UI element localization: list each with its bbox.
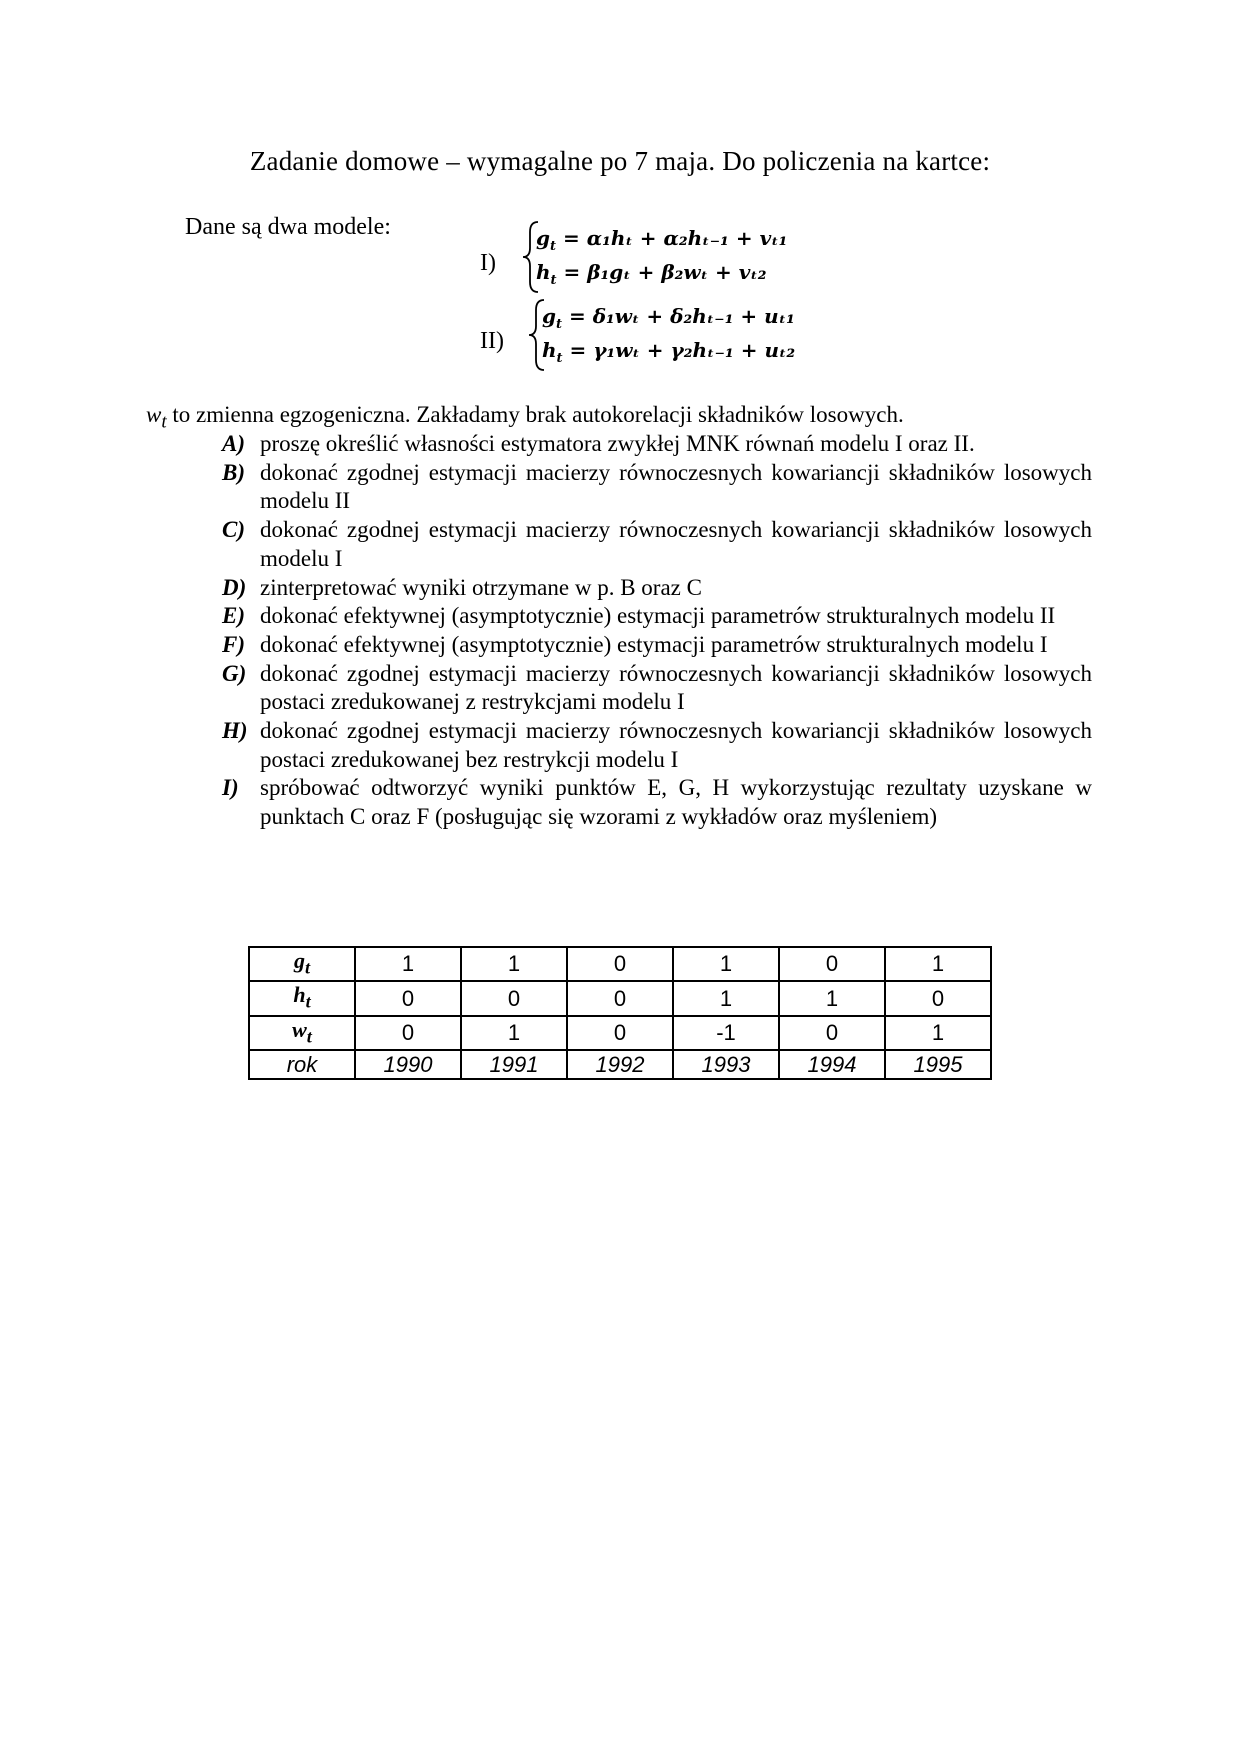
- model-label: I): [480, 250, 496, 276]
- task-item: [222, 459, 1092, 516]
- task-text: spróbować odtworzyć wyniki punktów E, G, H wykorzystując rezultaty uzyskane w punktach C oraz F (posługując się wzorami z wykładów oraz myśleniem): [260, 775, 1092, 830]
- row-header: $h_t$: [249, 981, 355, 1015]
- table-row: [249, 947, 991, 981]
- task-label: F): [222, 631, 245, 657]
- task-label: G): [222, 660, 247, 686]
- row-header: rok: [249, 1050, 355, 1079]
- table-cell: 1: [355, 947, 461, 981]
- task-text: dokonać zgodnej estymacji macierzy równoczesnych kowariancji składników losowych postaci zredukowanej z restrykcjami modelu I: [260, 660, 1092, 715]
- year-cell: 1990: [355, 1050, 461, 1079]
- equation: $h_t = \gamma_1w_t + \gamma_2h_{t-1} + u_{t2}$: [542, 338, 796, 366]
- task-label: I): [222, 775, 239, 801]
- year-cell: 1991: [461, 1050, 567, 1079]
- year-cell: 1995: [885, 1050, 991, 1079]
- task-label: E): [222, 603, 245, 629]
- task-label: H): [222, 718, 248, 744]
- task-item: [222, 602, 1092, 631]
- task-item: [222, 631, 1092, 660]
- row-header: $w_t$: [249, 1016, 355, 1050]
- exogenous-note: $w_t$ to zmienna egzogeniczna. Zakładamy brak autokorelacji składników losowych.: [146, 402, 904, 433]
- table-cell: 0: [461, 981, 567, 1015]
- task-text: proszę określić własności estymatora zwykłej MNK równań modelu I oraz II.: [260, 431, 975, 456]
- task-text: dokonać efektywnej (asymptotycznie) estymacji parametrów strukturalnych modelu I: [260, 631, 1048, 657]
- task-item: [222, 430, 1092, 459]
- table-row: [249, 1016, 991, 1050]
- table-cell: 1: [885, 1016, 991, 1050]
- year-cell: 1992: [567, 1050, 673, 1079]
- task-item: [222, 660, 1092, 717]
- model-label: II): [480, 328, 504, 354]
- table-cell: 1: [779, 981, 885, 1015]
- table-row: [249, 981, 991, 1015]
- row-header: $g_t$: [249, 947, 355, 981]
- table-cell: 1: [885, 947, 991, 981]
- intro-text: Dane są dwa modele:: [185, 214, 391, 240]
- table-cell: 1: [673, 947, 779, 981]
- task-label: B): [222, 459, 245, 485]
- year-cell: 1994: [779, 1050, 885, 1079]
- table-cell: 0: [779, 1016, 885, 1050]
- task-text: dokonać efektywnej (asymptotycznie) estymacji parametrów strukturalnych modelu II: [260, 603, 1056, 629]
- table-cell: -1: [673, 1016, 779, 1050]
- table-cell: 0: [567, 981, 673, 1015]
- task-label: A): [222, 431, 245, 456]
- task-text: dokonać zgodnej estymacji macierzy równoczesnych kowariancji składników losowych postaci zredukowanej bez restrykcji modelu I: [260, 718, 1092, 772]
- table-cell: 1: [673, 981, 779, 1015]
- year-cell: 1993: [673, 1050, 779, 1079]
- table-cell: 0: [567, 947, 673, 981]
- variable-symbol: $w_t$: [146, 402, 167, 433]
- task-text: dokonać zgodnej estymacji macierzy równoczesnych kowariancji składników losowych modelu II: [260, 459, 1092, 514]
- table-cell: 0: [779, 947, 885, 981]
- page-title: Zadanie domowe – wymagalne po 7 maja. Do policzenia na kartce:: [249, 146, 991, 176]
- task-text: zinterpretować wyniki otrzymane w p. B oraz C: [260, 574, 702, 600]
- task-item: [222, 516, 1092, 573]
- equation: $g_t = \delta_1w_t + \delta_2h_{t-1} + u_{t1}$: [542, 304, 795, 332]
- task-text: dokonać zgodnej estymacji macierzy równoczesnych kowariancji składników losowych modelu I: [260, 517, 1092, 571]
- table-cell: 0: [355, 981, 461, 1015]
- equation: $g_t = \alpha_1h_t + \alpha_2h_{t-1} + v_{t1}$: [536, 226, 788, 254]
- task-label: C): [222, 517, 245, 543]
- task-item: [222, 717, 1092, 774]
- table-cell: 0: [355, 1016, 461, 1050]
- task-item: [222, 574, 1092, 603]
- task-item: [222, 774, 1092, 831]
- task-list: [222, 430, 1092, 832]
- task-label: D): [222, 574, 247, 600]
- equation: $h_t = \beta_1g_t + \beta_2w_t + v_{t2}$: [536, 260, 767, 288]
- data-table: [248, 946, 992, 1080]
- table-cell: 1: [461, 947, 567, 981]
- table-row: [249, 1050, 991, 1079]
- table-cell: 0: [885, 981, 991, 1015]
- table-cell: 0: [567, 1016, 673, 1050]
- table-cell: 1: [461, 1016, 567, 1050]
